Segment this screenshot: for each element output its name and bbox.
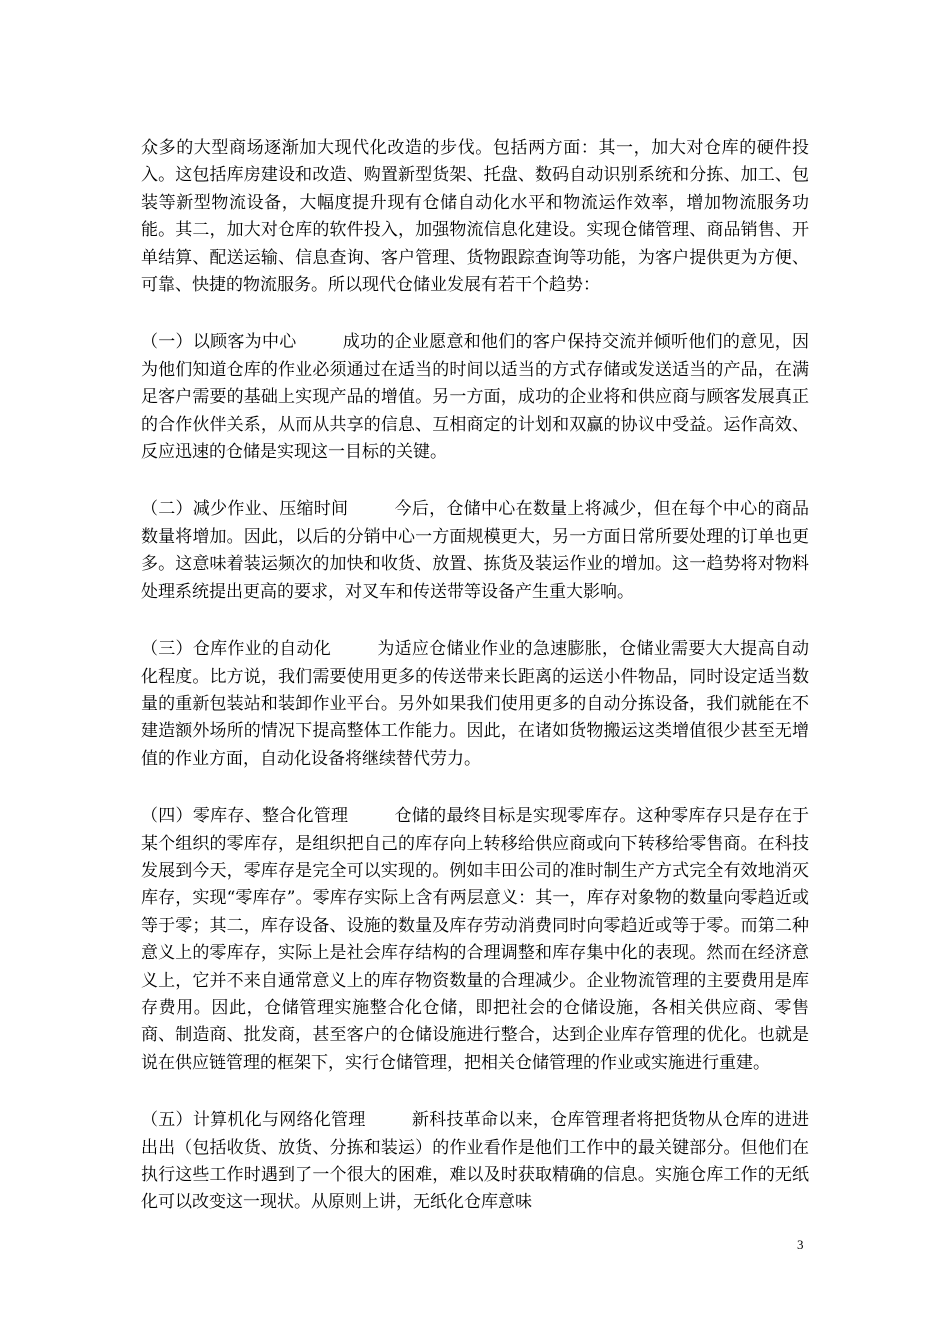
section-1-body: 成功的企业愿意和他们的客户保持交流并倾听他们的意见，因为他们知道仓库的作业必须通过在适当的时间以适当的方式存储或发送适当的产品，在满足客户需要的基础上实现产品的增值。另一方面，成功的企业将和供应商与顾客发展真正的合作伙伴关系，从而从共享的信息、互相商定的计划和双赢的协议中受益。运作高效、反应迅速的仓储是实现这一目标的关键。 xyxy=(141,332,809,463)
section-4-paragraph xyxy=(141,803,809,1077)
section-1-heading: （一）以顾客为中心 xyxy=(141,332,297,353)
section-4-heading: （四）零库存、整合化管理 xyxy=(141,806,349,827)
section-2-heading: （二）减少作业、压缩时间 xyxy=(141,499,349,520)
section-2-body: 今后，仓储中心在数量上将减少，但在每个中心的商品数量将增加。因此，以后的分销中心一方面规模更大，另一方面日常所要处理的订单也更多。这意味着装运频次的加快和收货、放置、拣货及装运作业的增加。这一趋势将对物料处理系统提出更高的要求，对叉车和传送带等设备产生重大影响。 xyxy=(141,499,810,602)
document-body xyxy=(141,135,809,1247)
section-3-body: 为适应仓储业作业的急速膨胀，仓储业需要大大提高自动化程度。比方说，我们需要使用更多的传送带来长距离的运送小件物品，同时设定适当数量的重新包装站和装卸作业平台。另外如果我们使用更多的自动分拣设备，我们就能在不建造额外场所的情况下提高整体工作能力。因此，在诸如货物搬运这类增值很少甚至无增值的作业方面，自动化设备将继续替代劳力。 xyxy=(141,639,810,769)
section-5-heading: （五）计算机化与网络化管理 xyxy=(141,1110,366,1131)
page-number: 3 xyxy=(797,1237,804,1252)
section-4-body: 仓储的最终目标是实现零库存。这种零库存只是存在于某个组织的零库存，是组织把自己的库存向上转移给供应商或向下转移给零售商。在科技发展到今天，零库存是完全可以实现的。例如丰田公司的准时制生产方式完全有效地消灭库存，实现“零库存”。零库存实际上含有两层意义：其一，库存对象物的数量向零趋近或等于零；其二，库存设备、设施的数量及库存劳动消费同时向零趋近或等于零。而第二种意义上的零库存，实际上是社会库存结构的合理调整和库存集中化的表现。然而在经济意义上，它并不来自通常意义上的库存物资数量的合理减少。企业物流管理的主要费用是库存费用。因此，仓储管理实施整合化仓储，即把社会的仓储设施，各相关供应商、零售商、制造商、批发商，甚至客户的仓储设施进行整合，达到企业库存管理的优化。也就是说在供应链管理的框架下，实行仓储管理，把相关仓储管理的作业或实施进行重建。 xyxy=(141,806,810,1073)
section-5-paragraph xyxy=(141,1107,809,1217)
intro-paragraph: 众多的大型商场逐渐加大现代化改造的步伐。包括两方面：其一，加大对仓库的硬件投入。这包括库房建设和改造、购置新型货架、托盘、数码自动识别系统和分拣、加工、包装等新型物流设备，大幅度提升现有仓储自动化水平和物流运作效率，增加物流服务功能。其二，加大对仓库的软件投入，加强物流信息化建设。实现仓储管理、商品销售、开单结算、配送运输、信息查询、客户管理、货物跟踪查询等功能，为客户提供更为方便、可靠、快捷的物流服务。所以现代仓储业发展有若干个趋势： xyxy=(141,138,809,296)
section-1-paragraph xyxy=(141,329,809,466)
section-3-paragraph xyxy=(141,636,809,773)
section-5-body: 新科技革命以来，仓库管理者将把货物从仓库的进进出出（包括收货、放货、分拣和装运）的作业看作是他们工作中的最关键部分。但他们在执行这些工作时遇到了一个很大的困难，难以及时获取精确的信息。实施仓库工作的无纸化可以改变这一现状。从原则上讲，无纸化仓库意味 xyxy=(141,1110,810,1213)
section-2-paragraph xyxy=(141,496,809,606)
section-3-heading: （三）仓库作业的自动化 xyxy=(141,639,332,660)
